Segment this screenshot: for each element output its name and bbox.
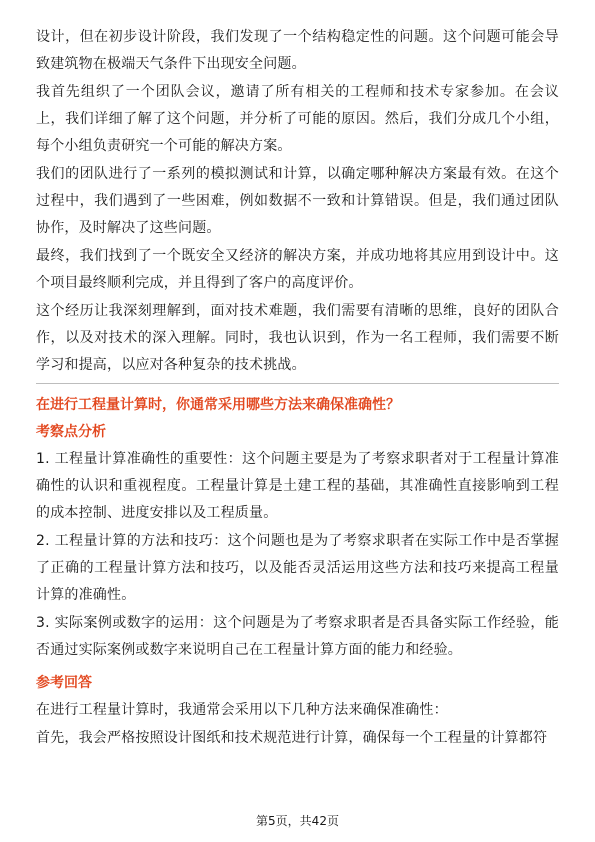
answer-heading: 参考回答 xyxy=(36,675,92,691)
page-number-footer: 第5页，共42页 xyxy=(256,814,339,828)
analysis-item-3: 3. 实际案例或数字的运用：这个问题是为了考察求职者是否具备实际工作经验，能否通过实际案例或数字来说明自己在工程量计算方面的能力和经验。 xyxy=(36,615,559,658)
answer-paragraph-2: 首先，我会严格按照设计图纸和技术规范进行计算，确保每一个工程量的计算都符 xyxy=(36,730,548,746)
section-divider xyxy=(36,383,559,384)
analysis-item-1: 1. 工程量计算准确性的重要性：这个问题主要是为了考察求职者对于工程量计算准确性的认识和重视程度。工程量计算是土建工程的基础，其准确性直接影响到工程的成本控制、进度安排以及工程质量。 xyxy=(36,451,559,521)
intro-paragraph-5: 这个经历让我深刻理解到，面对技术难题，我们需要有清晰的思维，良好的团队合作，以及对技术的深入理解。同时，我也认识到，作为一名工程师，我们需要不断学习和提高，以应对各种复杂的技术挑战。 xyxy=(36,303,559,373)
answer-paragraph-1: 在进行工程量计算时，我通常会采用以下几种方法来确保准确性： xyxy=(36,702,448,718)
document-body xyxy=(36,24,559,753)
analysis-heading: 考察点分析 xyxy=(36,424,106,440)
intro-paragraph-2: 我首先组织了一个团队会议，邀请了所有相关的工程师和技术专家参加。在会议上，我们详细了解了这个问题，并分析了可能的原因。然后，我们分成几个小组，每个小组负责研究一个可能的解决方案。 xyxy=(36,84,559,154)
analysis-item-2: 2. 工程量计算的方法和技巧：这个问题也是为了考察求职者在实际工作中是否掌握了正确的工程量计算方法和技巧，以及能否灵活运用这些方法和技巧来提高工程量计算的准确性。 xyxy=(36,533,559,603)
intro-paragraph-1: 设计，但在初步设计阶段，我们发现了一个结构稳定性的问题。这个问题可能会导致建筑物在极端天气条件下出现安全问题。 xyxy=(36,29,559,72)
intro-paragraph-3: 我们的团队进行了一系列的模拟测试和计算，以确定哪种解决方案最有效。在这个过程中，我们遇到了一些困难，例如数据不一致和计算错误。但是，我们通过团队协作，及时解决了这些问题。 xyxy=(36,166,559,236)
intro-paragraph-4: 最终，我们找到了一个既安全又经济的解决方案，并成功地将其应用到设计中。这个项目最终顺利完成，并且得到了客户的高度评价。 xyxy=(36,248,559,291)
interview-question: 在进行工程量计算时，你通常采用哪些方法来确保准确性？ xyxy=(36,397,400,413)
